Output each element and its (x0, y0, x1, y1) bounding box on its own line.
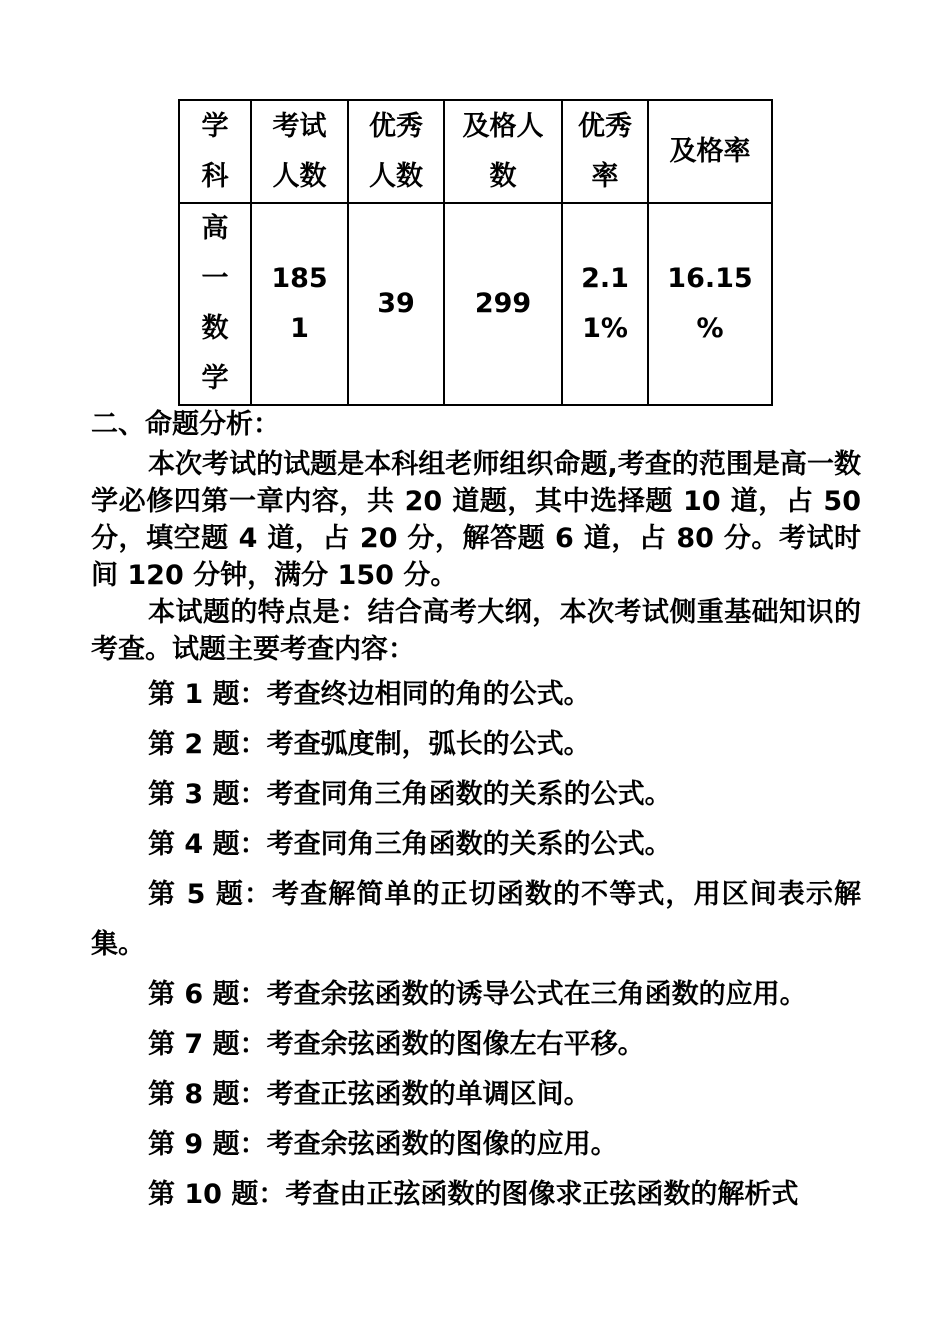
list-item: 第 9 题：考查余弦函数的图像的应用。 (148, 1129, 618, 1160)
section-title: 二、命题分析： (91, 409, 280, 440)
cell-excellent-rate: 2.1 1% (562, 203, 648, 405)
exam-stats-table (178, 99, 773, 406)
cell-exam-count: 185 1 (251, 203, 348, 405)
cell-excellent-count: 39 (348, 203, 444, 405)
list-item: 第 4 题：考查同角三角函数的关系的公式。 (148, 829, 672, 860)
list-item: 第 2 题：考查弧度制，弧长的公式。 (148, 729, 591, 760)
cell-pass-count: 299 (444, 203, 562, 405)
list-item: 第 3 题：考查同角三角函数的关系的公式。 (148, 779, 672, 810)
list-item: 第 10 题：考查由正弦函数的图像求正弦函数的解析式 (148, 1179, 799, 1210)
header-cell-subject: 学 科 (179, 100, 251, 203)
header-cell-exam-count: 考试 人数 (251, 100, 348, 203)
header-cell-excellent-count: 优秀 人数 (348, 100, 444, 203)
header-cell-pass-rate: 及格率 (648, 100, 772, 203)
cell-pass-rate: 16.15 % (648, 203, 772, 405)
header-cell-pass-count: 及格人 数 (444, 100, 562, 203)
list-item: 第 8 题：考查正弦函数的单调区间。 (148, 1079, 591, 1110)
list-item: 第 1 题：考查终边相同的角的公式。 (148, 679, 591, 710)
list-item: 第 5 题：考查解简单的正切函数的不等式，用区间表示解集。 (91, 879, 861, 960)
paragraph-exam-features: 本试题的特点是：结合高考大纲，本次考试侧重基础知识的考查。试题主要考查内容： (91, 597, 861, 665)
cell-subject: 高 一 数 学 (179, 203, 251, 405)
paragraph-exam-scope: 本次考试的试题是本科组老师组织命题,考查的范围是高一数学必修四第一章内容，共 20 道题，其中选择题 10 道，占 50 分，填空题 4 道，占 20 分，解答题 6 道，占 80 分。考试时间 120 分钟，满分 150 分。 (91, 449, 861, 591)
table-header-row (179, 100, 772, 203)
header-cell-excellent-rate: 优秀 率 (562, 100, 648, 203)
table-row (179, 203, 772, 405)
list-item: 第 7 题：考查余弦函数的图像左右平移。 (148, 1029, 645, 1060)
list-item: 第 6 题：考查余弦函数的诱导公式在三角函数的应用。 (148, 979, 807, 1010)
